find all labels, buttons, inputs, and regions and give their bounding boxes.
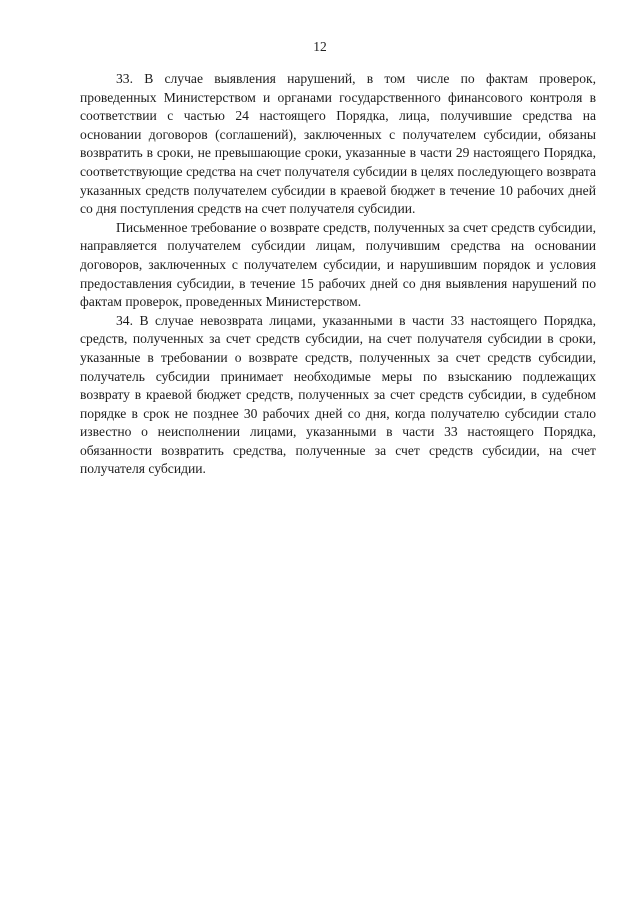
paragraph-34: 34. В случае невозврата лицами, указанными в части 33 настоящего Порядка, средств, полученных за счет средств субсидии, на счет получателя субсидии в сроки, указанные в требовании о возврате средств, полученных за счет средств субсидии, получатель субсидии принимает необходимые меры по взысканию подлежащих возврату в краевой бюджет средств, полученных за счет средств субсидии, в судебном порядке в срок не позднее 30 рабочих дней со дня, когда получателю субсидии стало известно о неисполнении лицами, указанными в части 33 настоящего Порядка, обязанности возвратить средства, полученные за счет средств субсидии, на счет получателя субсидии.	[80, 312, 596, 477]
document-body	[80, 70, 596, 479]
paragraph-33: 33. В случае выявления нарушений, в том числе по фактам проверок, проведенных Министерством и органами государственного финансового контроля в соответствии с частью 24 настоящего Порядка, лица, получившие средства на основании договоров (соглашений), заключенных с получателем субсидии, обязаны возвратить в сроки, не превышающие сроки, указанные в части 29 настоящего Порядка, соответствующие средства на счет получателя субсидии в целях последующего возврата указанных средств получателем субсидии в краевой бюджет в течение 10 рабочих дней со дня поступления средств на счет получателя субсидии.	[80, 71, 596, 217]
page-number: 12	[313, 39, 327, 54]
paragraph-written-demand: Письменное требование о возврате средств, полученных за счет средств субсидии, направляется получателем субсидии лицам, получившим средства на основании договоров, заключенных с получателем субсидии, и нарушившим порядок и условия предоставления субсидии, в течение 15 рабочих дней со дня выявления нарушений по фактам проверок, проведенных Министерством.	[80, 219, 596, 310]
